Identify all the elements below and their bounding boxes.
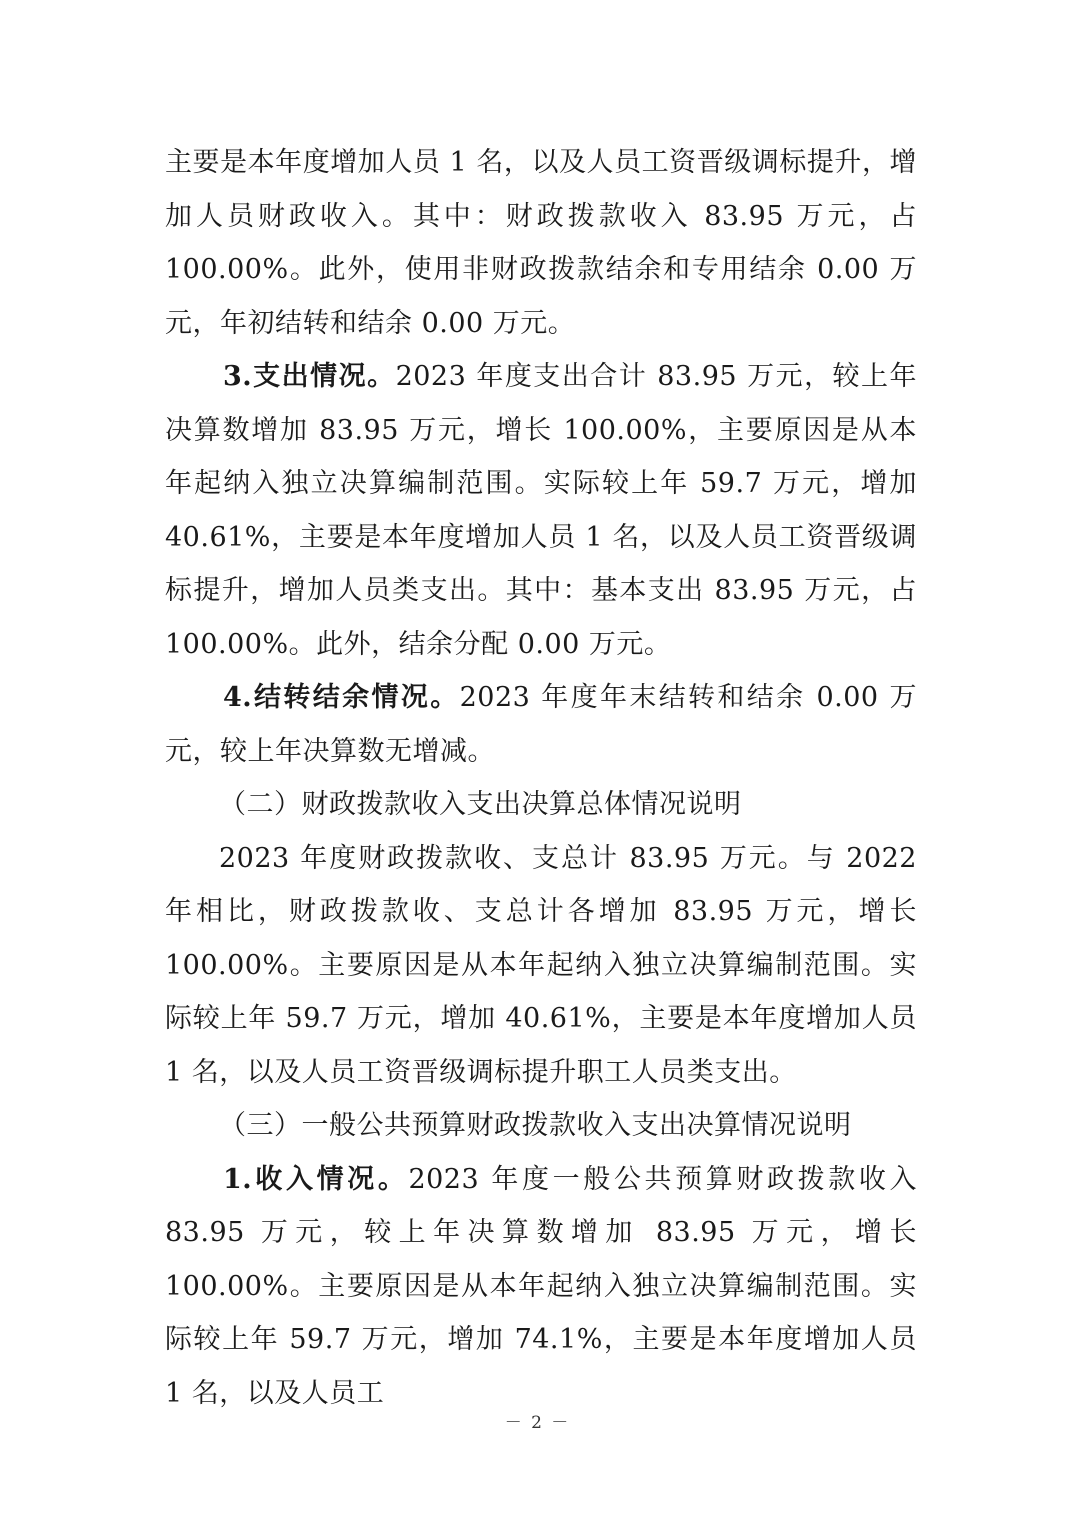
- section-title-fiscal-overview: （二）财政拨款收入支出决算总体情况说明: [219, 789, 742, 820]
- paragraph-expenditure: [165, 350, 917, 671]
- paragraph-general-budget-income: [165, 1153, 917, 1421]
- general-budget-income-text: 2023 年度一般公共预算财政拨款收入 83.95 万元，较上年决算数增加 83.95 万元，增长 100.00%。主要原因是从本年起纳入独立决算编制范围。实际较上年 59.7 万元，增加 74.1%，主要是本年度增加人员 1 名，以及人员工: [165, 1163, 918, 1409]
- heading-carryover: 4.结转结余情况。: [223, 682, 460, 713]
- heading-expenditure: 3.支出情况。: [223, 361, 396, 392]
- paragraph-income-continued: 主要是本年度增加人员 1 名，以及人员工资晋级调标提升，增加人员财政收入。其中：财政拨款收入 83.95 万元，占 100.00%。此外，使用非财政拨款结余和专用结余 0.00 万元，年初结转和结余 0.00 万元。: [165, 147, 917, 339]
- expenditure-text: 2023 年度支出合计 83.95 万元，较上年决算数增加 83.95 万元，增长 100.00%，主要原因是从本年起纳入独立决算编制范围。实际较上年 59.7 万元，增加 40.61%，主要是本年度增加人员 1 名，以及人员工资晋级调标提升，增加人员类支出。其中：基本支出 83.95 万元，占 100.00%。此外，结余分配 0.00 万元。: [165, 361, 918, 660]
- paragraph-fiscal-overview: 2023 年度财政拨款收、支总计 83.95 万元。与 2022 年相比，财政拨款收、支总计各增加 83.95 万元，增长 100.00%。主要原因是从本年起纳入独立决算编制范围。实际较上年 59.7 万元，增加 40.61%，主要是本年度增加人员 1 名，以及人员工资晋级调标提升职工人员类支出。: [165, 842, 917, 1088]
- carryover-text: 2023 年度年末结转和结余 0.00 万元，较上年决算数无增减。: [165, 682, 918, 767]
- page-number: － 2 －: [504, 1413, 571, 1433]
- paragraph-carryover: [165, 671, 917, 778]
- section-title-general-budget: （三）一般公共预算财政拨款收入支出决算情况说明: [219, 1110, 852, 1141]
- heading-income: 1.收入情况。: [223, 1163, 409, 1195]
- document-body: [165, 136, 917, 1420]
